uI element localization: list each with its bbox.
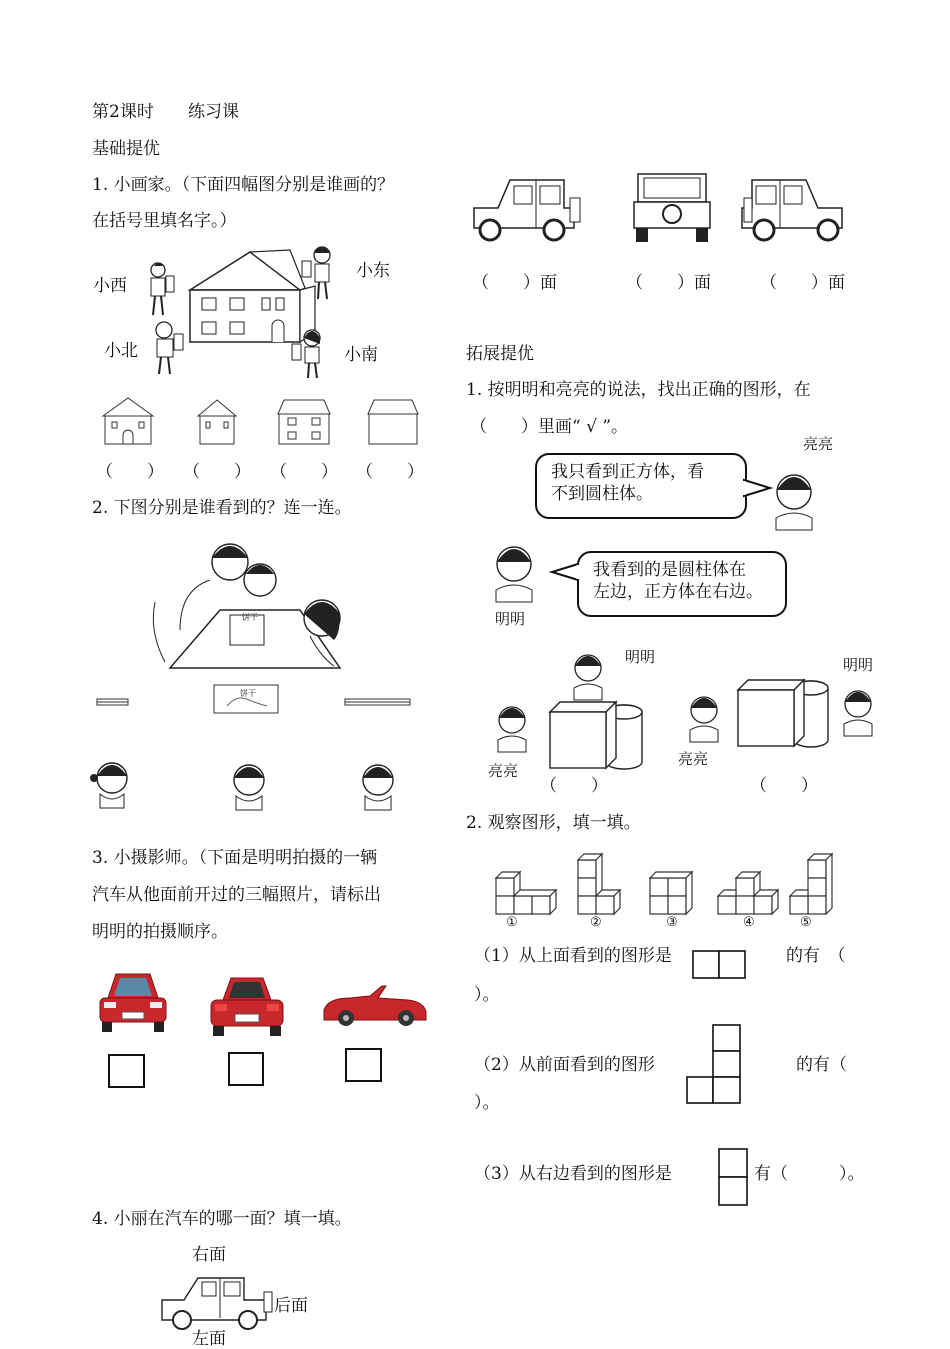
q3-line2: 汽车从他面前开过的三幅照片，请标出 [92,885,381,905]
liangliang-small-icon-b [684,692,724,744]
jeep-blank-2[interactable]: （ ）面 [626,273,711,293]
view-side-right [345,697,411,707]
q4-text: 4. 小丽在汽车的哪一面？填一填。 [92,1209,352,1229]
q4-right-label: 右面 [192,1245,226,1265]
label-mingming-2: 明明 [625,648,656,666]
liangliang-face-icon [770,468,818,532]
name-east: 小东 [356,261,390,281]
jeep-top-illustration [156,1270,274,1330]
ext1-blank-b[interactable]: （ ） [750,776,818,796]
section-basic: 基础提优 [92,139,160,159]
fig-label-3: ③ [666,915,678,930]
ext2-p3-text: （3）从右边看到的图形是 [474,1164,672,1184]
ext2-title: 2. 观察图形，填一填。 [466,813,641,833]
bubble2-line1: 我看到的是圆柱体在 [593,560,746,580]
name-south: 小南 [344,345,378,365]
red-car-front [98,968,168,1034]
cube-cylinder-a [546,698,646,770]
q1-blank-2[interactable]: （ ） [183,462,251,482]
q2-text: 2. 下图分别是谁看到的？连一连。 [92,498,352,518]
label-liangliang-3: 亮亮 [678,750,709,768]
front-view-shape [686,1024,744,1106]
q1-blank-3[interactable]: （ ） [270,462,338,482]
mingming-small-icon-b [838,686,878,738]
section-ext: 拓展提优 [466,344,534,364]
bubble2-line2: 左边，正方体在右边。 [593,582,763,602]
lesson-number: 第2课时 [92,102,154,122]
bubble1-tail [744,478,772,498]
fig-label-1: ① [506,915,518,930]
jeep-blank-3[interactable]: （ ）面 [760,273,845,293]
boy-face-icon-2 [357,760,399,812]
kid-east-icon [300,243,340,303]
girl-face-icon [88,758,134,810]
ext2-p2-has: 的有（ [796,1055,847,1075]
view-top-label: 饼干 [240,689,256,698]
q1-line1: 1. 小画家。（下面四幅图分别是谁画的？ [92,175,395,195]
house-view-2 [196,398,238,446]
cube-cylinder-b [736,676,832,748]
ext1-line1: 1. 按明明和亮亮的说法，找出正确的图形，在 [466,380,811,400]
jeep-back-view [632,170,712,244]
ext2-p2-text: （2）从前面看到的图形 [474,1055,655,1075]
speech-bubble-mingming [577,551,787,617]
q1-blank-1[interactable]: （ ） [96,462,164,482]
view-side-left [97,697,129,707]
lesson-title: 练习课 [188,102,239,122]
q1-line2: 在括号里填名字。） [92,211,237,231]
table-scene-illustration [150,540,360,670]
q1-blank-4[interactable]: （ ） [356,462,424,482]
q3-line3: 明明的拍摄顺序。 [92,922,228,942]
liangliang-small-icon-a [492,702,532,754]
bubble1-line2: 不到圆柱体。 [551,484,653,504]
ext2-p2-close: ）。 [474,1093,500,1113]
cube-figures [490,852,840,932]
q4-back-label: 后面 [274,1296,308,1316]
kid-west-icon [146,260,176,320]
kid-north-icon [150,318,186,378]
kid-south-icon [290,326,326,382]
jeep-side-view-2 [744,174,856,244]
speech-bubble-liangliang [535,453,747,519]
jeep-blank-1[interactable]: （ ）面 [472,273,557,293]
right-view-shape [718,1148,750,1208]
order-box-3[interactable] [345,1048,382,1082]
fig-label-2: ② [590,915,602,930]
ext2-p1-text: （1）从上面看到的图形是 [474,946,672,966]
ext1-line2: （ ）里画“ √ ”。 [470,417,629,437]
house-view-1 [100,396,156,446]
mingming-small-icon-a [568,650,608,702]
house-view-3 [276,398,332,446]
label-liangliang-1: 亮亮 [803,435,834,453]
red-car-back [209,970,285,1038]
name-west: 小西 [93,276,127,296]
label-mingming-3: 明明 [843,656,874,674]
order-box-2[interactable] [228,1052,264,1086]
top-view-shape [692,950,748,980]
fig-label-5: ⑤ [800,915,812,930]
ext2-p3-has: 有（ ）。 [754,1164,865,1184]
boy-face-icon-1 [228,760,270,812]
name-north: 小北 [104,341,138,361]
red-car-side [320,984,430,1028]
label-mingming-1: 明明 [495,610,526,628]
ext2-p1-close: ）。 [474,985,500,1005]
q3-line1: 3. 小摄影师。（下面是明明拍摄的一辆 [92,848,378,868]
bubble1-line1: 我只看到正方体，看 [551,462,704,482]
bubble2-tail [550,562,580,582]
ext2-p1-has: 的有 （ [786,946,846,966]
fig-label-4: ④ [743,915,755,930]
mingming-face-icon [490,540,538,604]
ext1-blank-a[interactable]: （ ） [540,776,608,796]
book-label: 饼干 [242,613,258,622]
q4-left-label: 左面 [192,1329,226,1349]
label-liangliang-2: 亮亮 [488,762,519,780]
house-view-4 [366,398,420,446]
order-box-1[interactable] [108,1054,145,1088]
jeep-side-view-1 [470,174,582,244]
